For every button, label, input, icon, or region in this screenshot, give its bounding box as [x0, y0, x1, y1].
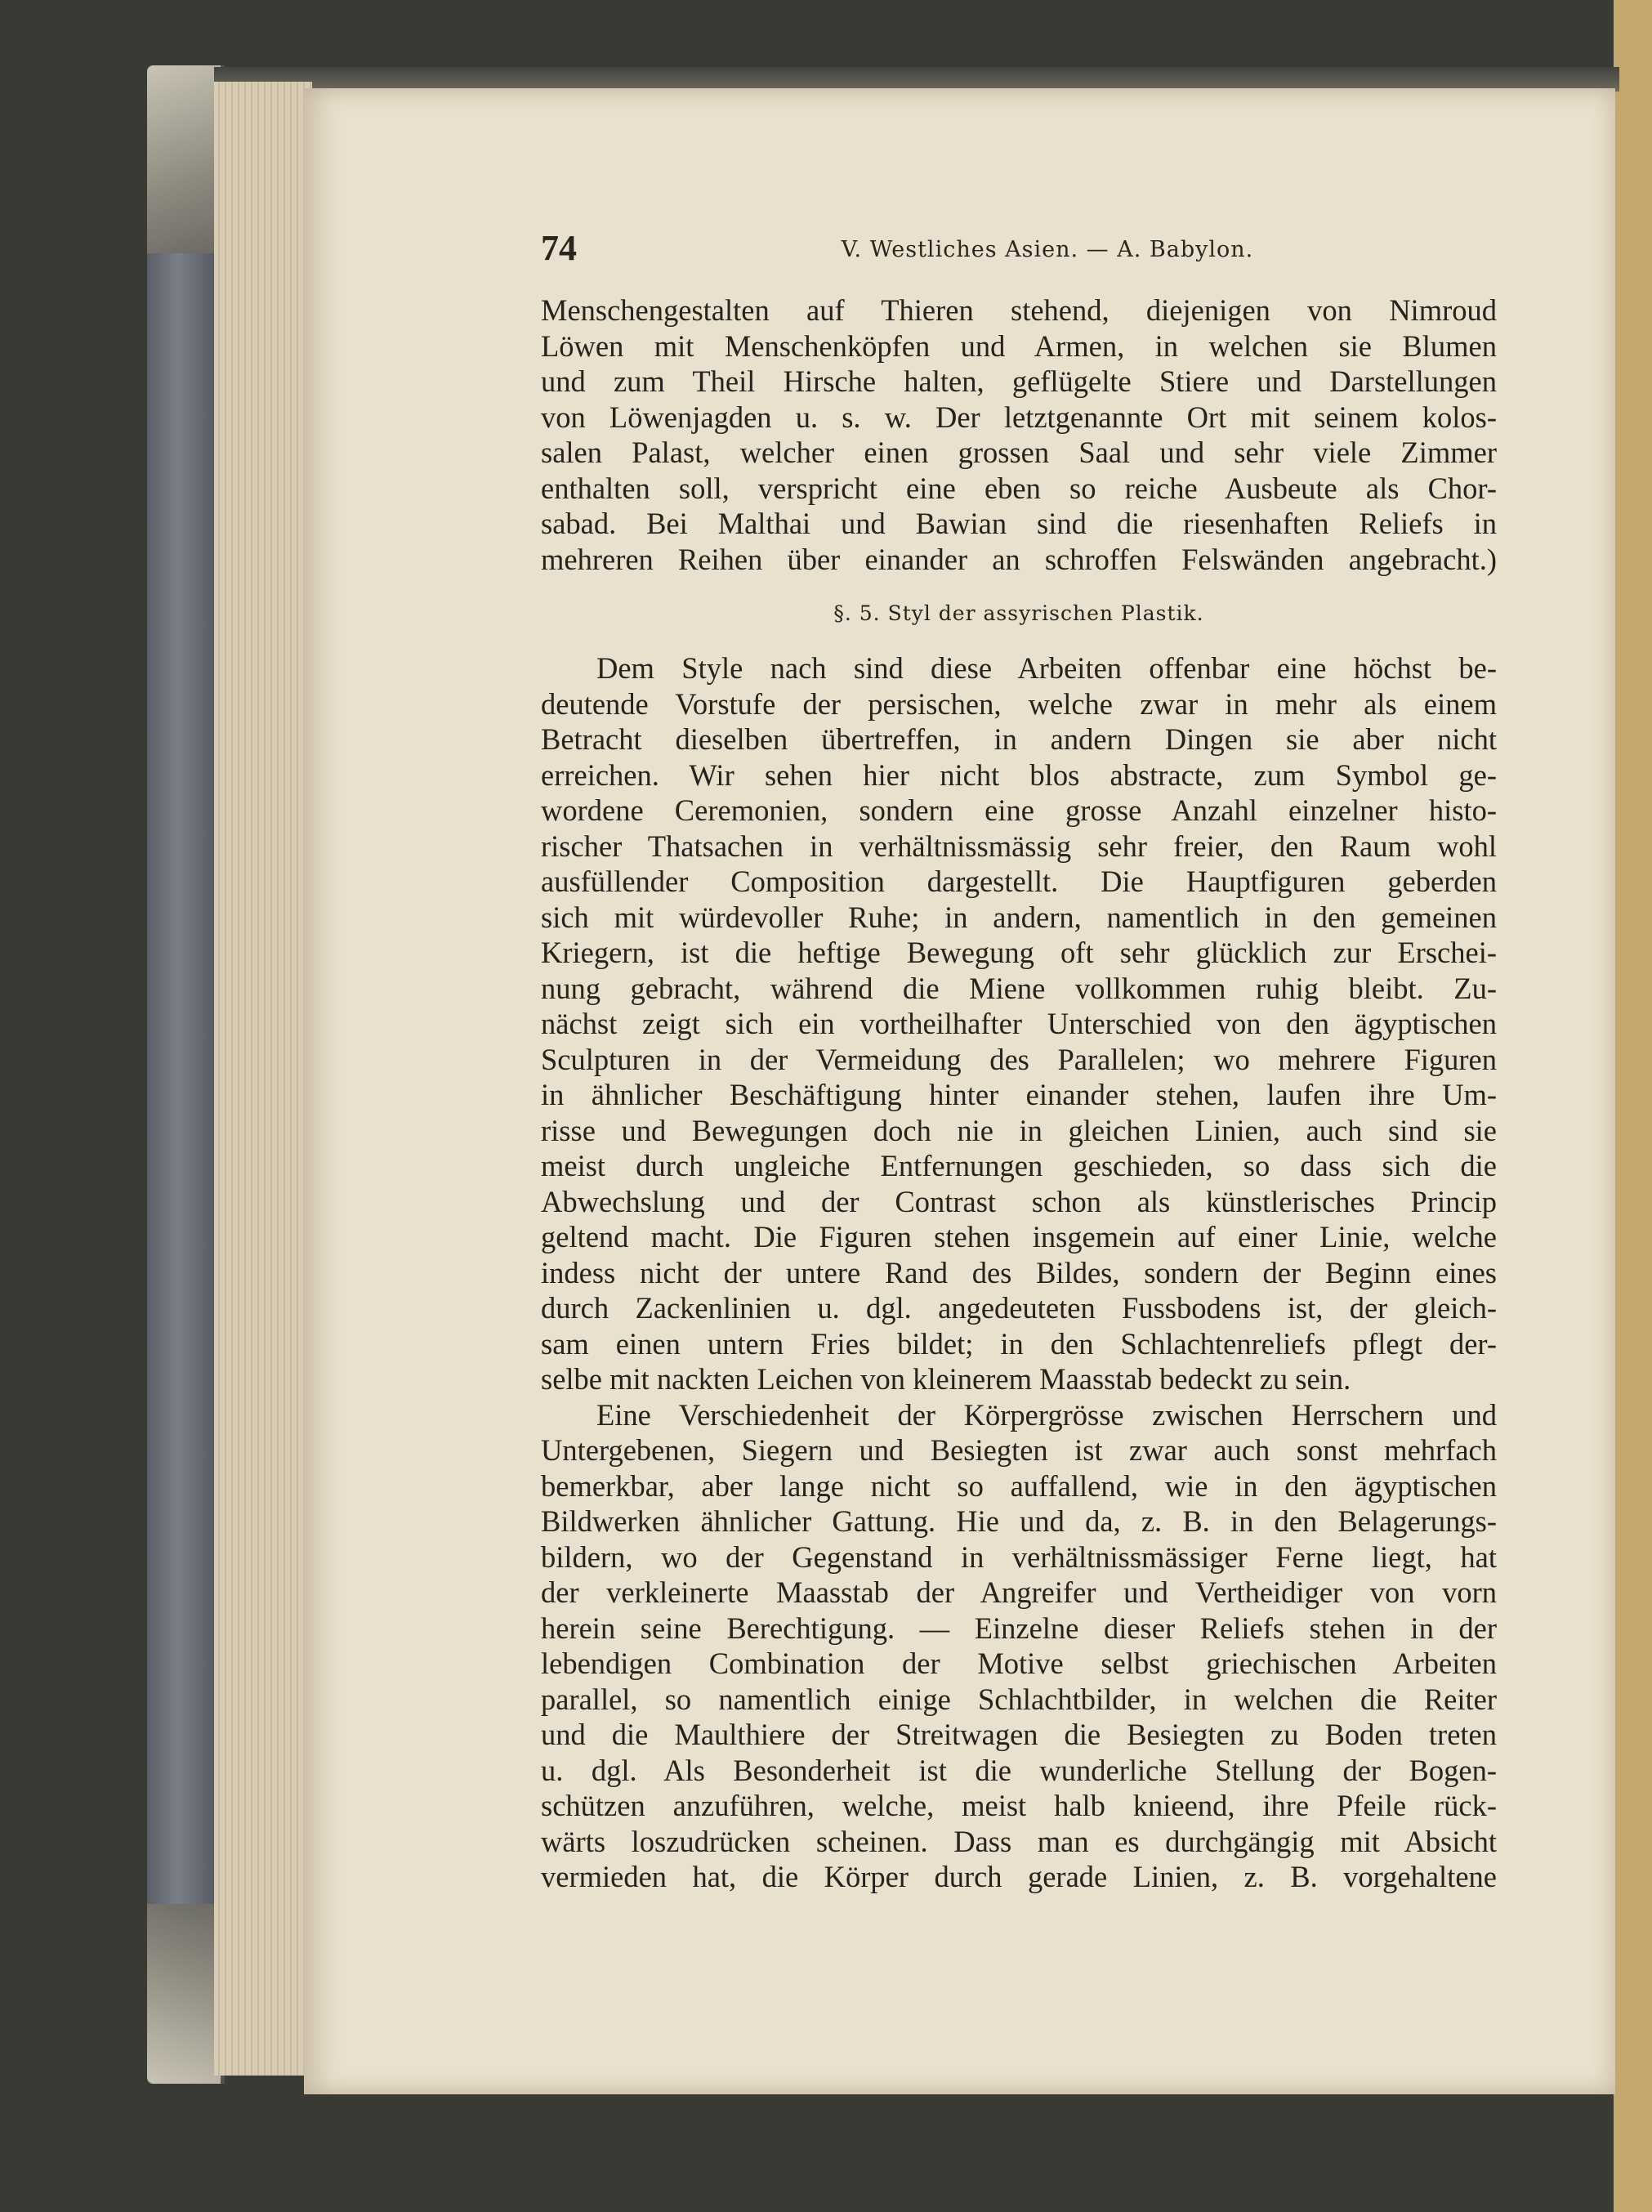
text-line: enthalten soll, verspricht eine eben so reiche Ausbeute als Chor- — [541, 471, 1497, 505]
text-line: Bildwerken ähnlicher Gattung. Hie und da, z. B. in den Belagerungs- — [541, 1504, 1497, 1538]
page-number: 74 — [541, 228, 577, 268]
text-line: schützen anzuführen, welche, meist halb knieend, ihre Pfeile rück- — [541, 1789, 1497, 1822]
book-cover — [147, 65, 225, 2084]
text-line: geltend macht. Die Figuren stehen insgemein auf einer Linie, welche — [541, 1220, 1497, 1253]
text-line: meist durch ungleiche Entfernungen geschieden, so dass sich die — [541, 1149, 1497, 1182]
text-line: nächst zeigt sich ein vortheilhafter Unterschied von den ägyptischen — [541, 1007, 1497, 1040]
text-line: sabad. Bei Malthai und Bawian sind die riesenhaften Reliefs in — [541, 507, 1497, 540]
text-line: bildern, wo der Gegenstand in verhältnissmässiger Ferne liegt, hat — [541, 1539, 1497, 1574]
page-edges — [214, 82, 312, 2076]
text-line: wärts loszudrücken scheinen. Dass man es durchgängig mit Absicht — [541, 1824, 1497, 1858]
text-line: Löwen mit Menschenköpfen und Armen, in welchen sie Blumen — [541, 328, 1497, 363]
background-strip — [1614, 0, 1652, 2212]
running-head — [541, 227, 1554, 284]
text-line: von Löwenjagden u. s. w. Der letztgenannte Ort mit seinem kolos- — [541, 400, 1497, 434]
text-line: bemerkbar, aber lange nicht so auffallend, wie in den ägyptischen — [541, 1468, 1497, 1503]
text-line: lebendigen Combination der Motive selbst griechischen Arbeiten — [541, 1647, 1497, 1680]
text-line: deutende Vorstufe der persischen, welche zwar in mehr als einem — [541, 686, 1497, 721]
text-line: herein seine Berechtigung. — Einzelne dieser Reliefs stehen in der — [541, 1611, 1497, 1645]
text-line: Eine Verschiedenheit der Körpergrösse zwischen Herrschern und — [596, 1397, 1497, 1432]
text-line: parallel, so namentlich einige Schlachtbilder, in welchen die Reiter — [541, 1682, 1497, 1716]
text-line: Sculpturen in der Vermeidung des Parallelen; wo mehrere Figuren — [541, 1042, 1497, 1076]
cover-corner-bottom — [147, 1904, 221, 2084]
text-line: der verkleinerte Maasstab der Angreifer und Vertheidiger von vorn — [541, 1575, 1497, 1609]
text-line: vermieden hat, die Körper durch gerade Linien, z. B. vorgehaltene — [541, 1860, 1497, 1893]
text-line: Abwechslung und der Contrast schon als künstlerisches Princip — [541, 1184, 1497, 1218]
text-line: Untergebenen, Siegern und Besiegten ist zwar auch sonst mehrfach — [541, 1433, 1497, 1467]
text-line: in ähnlicher Beschäftigung hinter einander stehen, laufen ihre Um- — [541, 1078, 1497, 1111]
page — [304, 88, 1615, 2094]
text-line: erreichen. Wir sehen hier nicht blos abstracte, zum Symbol ge- — [541, 757, 1497, 792]
section-heading: §. 5. Styl der assyrischen Plastik. — [833, 601, 1204, 625]
text-line: durch Zackenlinien u. dgl. angedeuteten Fussbodens ist, der gleich- — [541, 1291, 1497, 1325]
text-line: mehreren Reihen über einander an schroffen Felswänden angebracht.) — [541, 542, 1497, 576]
text-line: ausfüllender Composition dargestellt. Die Hauptfiguren geberden — [541, 865, 1497, 898]
cover-corner-top — [147, 65, 221, 253]
text-line: und die Maulthiere der Streitwagen die Besiegten zu Boden treten — [541, 1718, 1497, 1751]
text-line: rischer Thatsachen in verhältnissmässig sehr freier, den Raum wohl — [541, 829, 1497, 863]
text-line: selbe mit nackten Leichen von kleinerem Maasstab bedeckt zu sein. — [541, 1362, 1351, 1396]
text-line: Betracht dieselben übertreffen, in andern Dingen sie aber nicht — [541, 722, 1497, 756]
text-line: risse und Bewegungen doch nie in gleichen Linien, auch sind sie — [541, 1113, 1497, 1147]
text-line: Menschengestalten auf Thieren stehend, diejenigen von Nimroud — [541, 293, 1497, 327]
text-line: nung gebracht, während die Miene vollkommen ruhig bleibt. Zu- — [541, 971, 1497, 1005]
text-line: Dem Style nach sind diese Arbeiten offenbar eine höchst be- — [596, 651, 1497, 685]
running-title: V. Westliches Asien. — A. Babylon. — [841, 237, 1254, 262]
text-line: sich mit würdevoller Ruhe; in andern, namentlich in den gemeinen — [541, 900, 1497, 934]
text-line: u. dgl. Als Besonderheit ist die wunderliche Stellung der Bogen- — [541, 1753, 1497, 1787]
text-line: Kriegern, ist die heftige Bewegung oft sehr glücklich zur Erschei- — [541, 936, 1497, 969]
text-line: indess nicht der untere Rand des Bildes, sondern der Beginn eines — [541, 1255, 1497, 1289]
text-line: salen Palast, welcher einen grossen Saal und sehr viele Zimmer — [541, 436, 1497, 469]
text-line: sam einen untern Fries bildet; in den Schlachtenreliefs pflegt der- — [541, 1326, 1497, 1361]
body-text — [541, 293, 1497, 1895]
text-line: wordene Ceremonien, sondern eine grosse Anzahl einzelner histo- — [541, 793, 1497, 827]
text-line: und zum Theil Hirsche halten, geflügelte Stiere und Darstellungen — [541, 364, 1497, 398]
